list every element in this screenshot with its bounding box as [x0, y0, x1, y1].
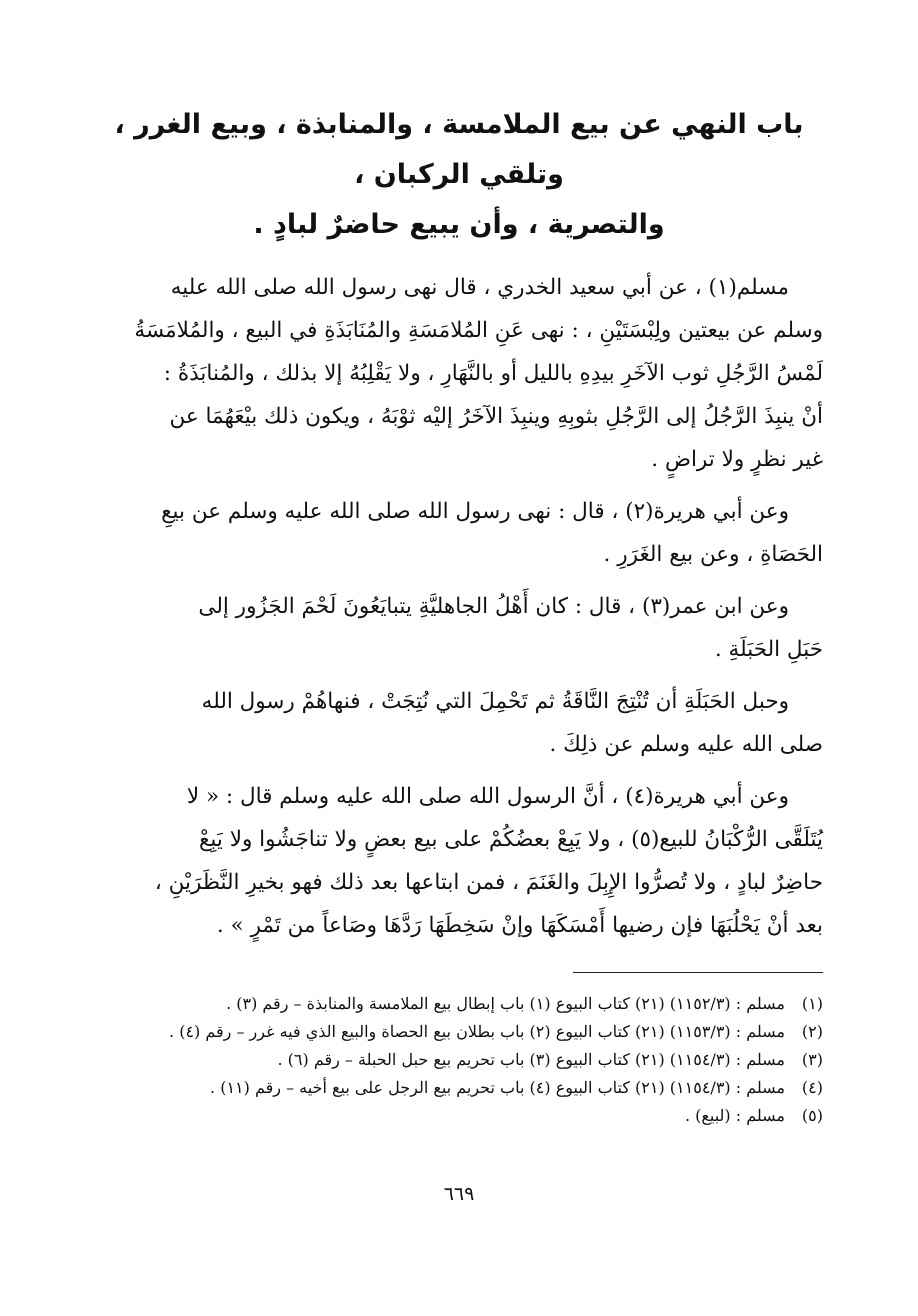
footnote-text: مسلم : (١١٥٣/٣) (٢١) كتاب البيوع (٢) باب بطلان بيع الحصاة والبيع الذي فيه غرر – رقم (٤) .: [169, 1022, 785, 1041]
hadith-paragraph: [95, 266, 823, 481]
text-line: لَمْسُ الرَّجُلِ ثوب الآخَرِ بيدِهِ بالليل أو بالنَّهَارِ ، ولا يَقْلِبُهُ إلا بذلك ، والمُنابَذَةُ :: [163, 361, 823, 386]
text-line: حَبَلِ الحَبَلَةِ .: [714, 637, 823, 662]
footnote: [95, 1102, 823, 1130]
text-line: الحَصَاةِ ، وعن بيع الغَرَرِ .: [603, 542, 823, 567]
footnote: [95, 1018, 823, 1046]
hadith-paragraph: [95, 585, 823, 671]
footnote-number: (١): [801, 994, 823, 1013]
footnote: [95, 1046, 823, 1074]
chapter-title-line: والتصرية ، وأن يبيع حاضرٌ لبادٍ .: [253, 209, 665, 240]
footnote-number: (٣): [801, 1050, 823, 1069]
hadith-paragraph: [95, 775, 823, 947]
footnote-number: (٤): [801, 1078, 823, 1097]
text-line: بعد أنْ يَحْلُبَهَا فإن رضيها أَمْسَكَهَا وإنْ سَخِطَهَا رَدَّهَا وصَاعاً من تَمْرٍ » .: [216, 913, 823, 938]
footnotes: [95, 990, 823, 1130]
text-line: يُتَلَقَّى الرُّكْبَانُ للبيع(٥) ، ولا يَبِعْ بعضُكُمْ على بيع بعضٍ ولا تناجَشُوا ولا يَبِعْ: [198, 827, 823, 852]
chapter-title-line: باب النهي عن بيع الملامسة ، والمنابذة ، وبيع الغرر ، وتلقي الركبان ،: [114, 109, 804, 190]
text-line: غير نظرٍ ولا تراضٍ .: [651, 447, 823, 472]
text-line: أنْ ينبِذَ الرَّجُلُ إلى الرَّجُلِ بثوبِهِ وينبِذَ الآخَرُ إليْه ثوْبَهُ ، ويكون ذلك بيْعَهُمَا عن: [169, 404, 823, 429]
footnote-divider: [573, 972, 823, 973]
hadith-paragraph: [95, 490, 823, 576]
text-line: وحبل الحَبَلَةِ أن تُنْتِجَ النَّاقَةُ ثم تَحْمِلَ التي نُتِجَتْ ، فنهاهُمْ رسول الله: [201, 689, 789, 714]
text-line: وعن أبي هريرة(٢) ، قال : نهى رسول الله صلى الله عليه وسلم عن بيعِ: [161, 499, 789, 524]
footnote-text: مسلم : (لبيع) .: [684, 1106, 785, 1125]
text-line: صلى الله عليه وسلم عن ذلِكَ .: [549, 732, 823, 757]
text-line: وعن أبي هريرة(٤) ، أنَّ الرسول الله صلى الله عليه وسلم قال : « لا: [186, 784, 789, 809]
page-number: ٦٦٩: [443, 1183, 475, 1205]
footnote-text: مسلم : (١١٥٤/٣) (٢١) كتاب البيوع (٣) باب تحريم بيع حبل الحبلة – رقم (٦) .: [277, 1050, 785, 1069]
text-line: وسلم عن بيعتين ولِبْسَتَيْنِ ، : نهى عَنِ المُلامَسَةِ والمُنَابَذَةِ في البيع ، والمُلامَسَةُ: [134, 318, 823, 343]
footnote: [95, 1074, 823, 1102]
footnote-number: (٢): [801, 1022, 823, 1041]
footnote-text: مسلم : (١١٥٤/٣) (٢١) كتاب البيوع (٤) باب تحريم بيع الرجل على بيع أخيه – رقم (١١) .: [210, 1078, 785, 1097]
text-line: وعن ابن عمر(٣) ، قال : كان أَهْلُ الجاهليَّةِ يتبايَعُونَ لَحْمَ الجَزُور إلى: [198, 594, 789, 619]
book-page: [95, 100, 823, 1280]
footnote-number: (٥): [801, 1106, 823, 1125]
text-line: حاضِرٌ لبادٍ ، ولا تُصرُّوا الإِبِلَ والغَنَمَ ، فمن ابتاعها بعد ذلك فهو بخيرِ النَّظَرَيْنِ ،: [154, 870, 823, 895]
hadith-paragraph: [95, 680, 823, 766]
text-line: مسلم(١) ، عن أبي سعيد الخدري ، قال نهى رسول الله صلى الله عليه: [170, 275, 789, 300]
footnote: [95, 990, 823, 1018]
chapter-title: [95, 100, 823, 250]
footnote-text: مسلم : (١١٥٢/٣) (٢١) كتاب البيوع (١) باب إبطال بيع الملامسة والمنابذة – رقم (٣) .: [226, 994, 785, 1013]
